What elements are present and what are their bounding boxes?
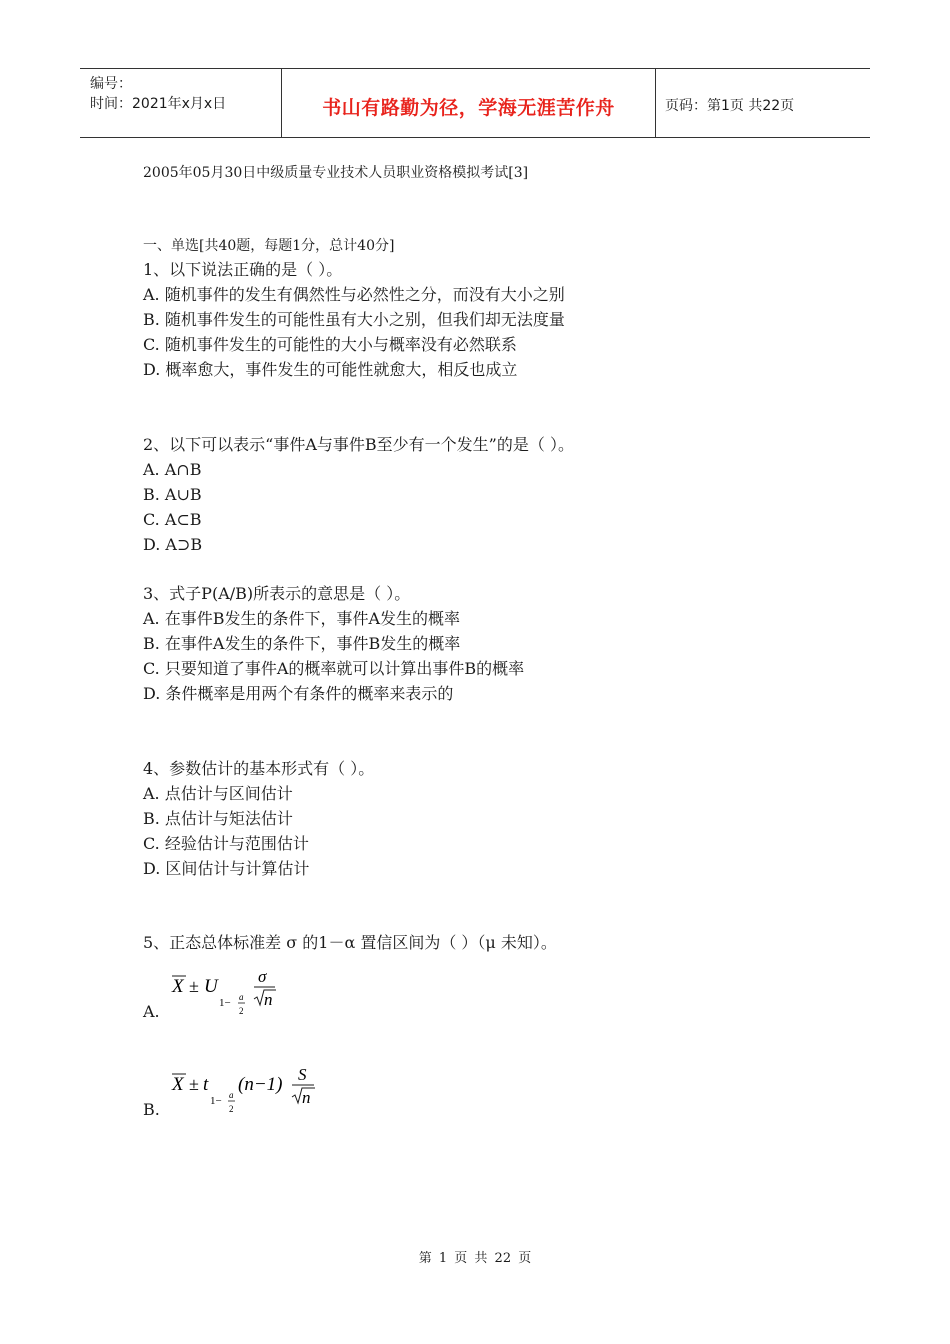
question-stem: 2、以下可以表示“事件A与事件B至少有一个发生”的是（ ）。 bbox=[143, 435, 574, 454]
formula-a bbox=[168, 962, 288, 1022]
subscript-two: 2 bbox=[239, 1006, 244, 1016]
numerator-sigma: σ bbox=[258, 967, 267, 986]
time-label: 时间：2021年x月x日 bbox=[90, 96, 227, 112]
subscript-one-minus: 1− bbox=[219, 997, 231, 1009]
header-motto-cell bbox=[281, 69, 656, 137]
u-symbol: U bbox=[204, 976, 218, 997]
option-b: B. 点估计与矩法估计 bbox=[143, 809, 293, 828]
option-d: D. 概率愈大，事件发生的可能性就愈大，相反也成立 bbox=[143, 360, 518, 379]
option-d: D. 条件概率是用两个有条件的概率来表示的 bbox=[143, 684, 454, 703]
option-c: C. 经验估计与范围估计 bbox=[143, 834, 309, 853]
question-2 bbox=[143, 432, 574, 557]
question-stem: 5、正态总体标准差 σ 的1－α 置信区间为（ ）（μ 未知）。 bbox=[143, 933, 557, 952]
question-stem: 1、以下说法正确的是（ ）。 bbox=[143, 260, 343, 279]
t-symbol: t bbox=[203, 1074, 209, 1095]
xbar-symbol: X bbox=[172, 976, 184, 997]
question-1 bbox=[143, 257, 565, 382]
option-a: A. 在事件B发生的条件下，事件A发生的概率 bbox=[143, 609, 461, 628]
option-c: C. 只要知道了事件A的概率就可以计算出事件B的概率 bbox=[143, 659, 525, 678]
plus-minus-symbol: ± bbox=[189, 976, 199, 996]
document-title: 2005年05月30日中级质量专业技术人员职业资格模拟考试[3] bbox=[143, 165, 529, 181]
number-label: 编号： bbox=[90, 76, 132, 92]
option-a: A. A∩B bbox=[143, 460, 202, 479]
document-header bbox=[80, 68, 870, 138]
option-b-label: B. bbox=[143, 1100, 160, 1119]
subscript-one-minus: 1− bbox=[210, 1095, 222, 1107]
header-page-cell bbox=[655, 69, 870, 137]
option-b: B. A∪B bbox=[143, 485, 202, 504]
motto-text: 书山有路勤为径，学海无涯苦作舟 bbox=[322, 97, 615, 119]
formula-b-svg bbox=[168, 1060, 328, 1120]
denominator-n: n bbox=[302, 1088, 311, 1107]
option-a: A. 点估计与区间估计 bbox=[143, 784, 293, 803]
option-a-label: A. bbox=[143, 1002, 160, 1021]
option-b: B. 随机事件发生的可能性虽有大小之别，但我们却无法度量 bbox=[143, 310, 565, 329]
question-5 bbox=[143, 930, 557, 955]
subscript-alpha: a bbox=[239, 992, 244, 1002]
xbar-symbol: X bbox=[172, 1074, 184, 1095]
formula-b bbox=[168, 1060, 328, 1120]
option-a: A. 随机事件的发生有偶然性与必然性之分，而没有大小之别 bbox=[143, 285, 565, 304]
numerator-s: S bbox=[298, 1065, 307, 1084]
page-footer: 第 1 页 共 22 页 bbox=[418, 1251, 532, 1266]
option-d: D. 区间估计与计算估计 bbox=[143, 859, 310, 878]
question-4 bbox=[143, 756, 374, 881]
page-code: 页码：第1页 共22页 bbox=[665, 98, 795, 114]
header-meta-cell bbox=[80, 69, 280, 137]
option-c: C. 随机事件发生的可能性的大小与概率没有必然联系 bbox=[143, 335, 517, 354]
subscript-two: 2 bbox=[229, 1104, 234, 1114]
subscript-alpha: a bbox=[229, 1090, 234, 1100]
denominator-n: n bbox=[264, 990, 273, 1009]
degrees-of-freedom: (n−1) bbox=[238, 1074, 283, 1095]
plus-minus-symbol: ± bbox=[189, 1074, 199, 1094]
section-heading: 一、单选[共40题，每题1分，总计40分] bbox=[143, 238, 395, 254]
option-c: C. A⊂B bbox=[143, 510, 202, 529]
option-b: B. 在事件A发生的条件下，事件B发生的概率 bbox=[143, 634, 461, 653]
question-3 bbox=[143, 581, 524, 706]
option-d: D. A⊃B bbox=[143, 535, 203, 554]
question-stem: 3、式子P(A/B)所表示的意思是（ ）。 bbox=[143, 584, 411, 603]
formula-a-svg bbox=[168, 962, 288, 1022]
question-stem: 4、参数估计的基本形式有（ ）。 bbox=[143, 759, 375, 778]
